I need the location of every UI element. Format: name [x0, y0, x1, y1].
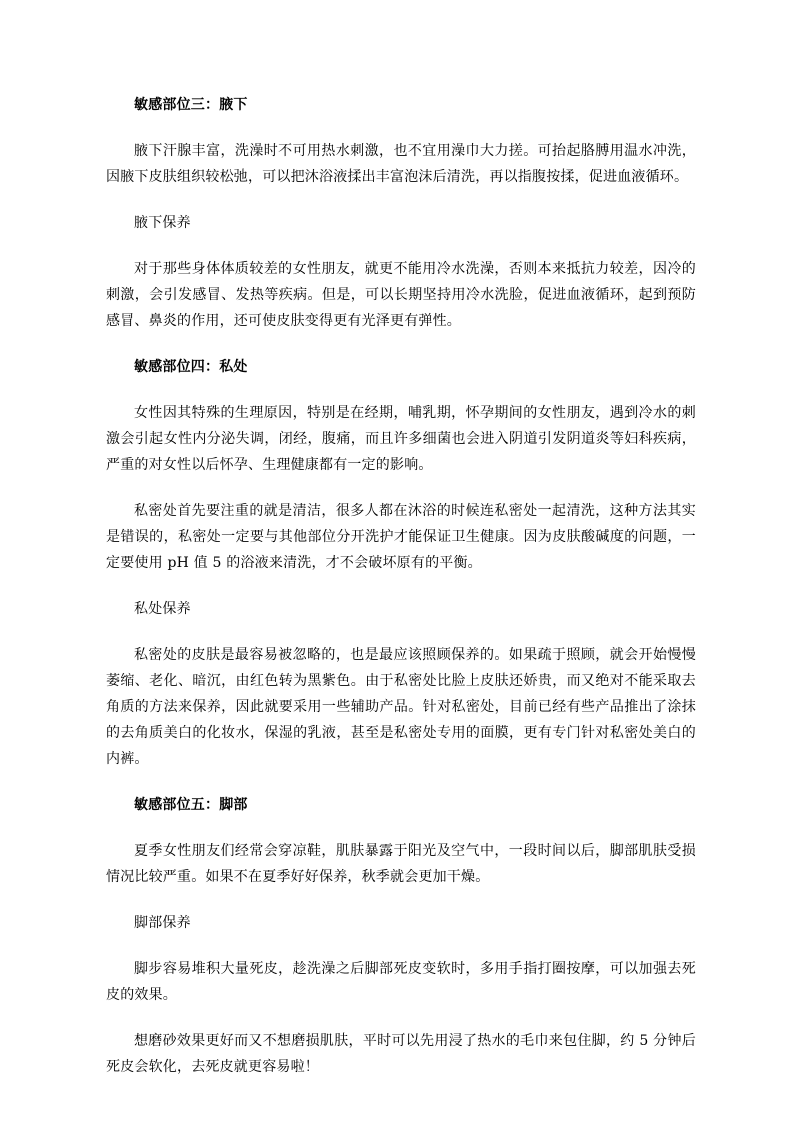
paragraph: 想磨砂效果更好而又不想磨损肌肤，平时可以先用浸了热水的毛巾来包住脚，约 5 分钟后死皮会软化，去死皮就更容易啦！	[106, 1033, 696, 1075]
section-heading-private: 敏感部位四：私处	[134, 359, 248, 375]
subheading-feet-care: 脚部保养	[134, 915, 191, 931]
subheading-private-care: 私处保养	[134, 601, 191, 617]
subheading-armpit-care: 腋下保养	[134, 215, 191, 231]
paragraph: 夏季女性朋友们经常会穿凉鞋，肌肤暴露于阳光及空气中，一段时间以后，脚部肌肤受损情况比较严重。如果不在夏季好好保养，秋季就会更加干燥。	[106, 843, 696, 885]
paragraph: 私密处的皮肤是最容易被忽略的，也是最应该照顾保养的。如果疏于照顾，就会开始慢慢萎缩、老化、暗沉，由红色转为黑紫色。由于私密处比脸上皮肤还娇贵，而又绝对不能采取去角质的方法来保养，因此就要采用一些辅助产品。针对私密处，目前已经有些产品推出了涂抹的去角质美白的化妆水，保湿的乳液，甚至是私密处专用的面膜，更有专门针对私密处美白的内裤。	[106, 647, 696, 767]
paragraph: 女性因其特殊的生理原因，特别是在经期，哺乳期，怀孕期间的女性朋友，遇到冷水的刺激会引起女性内分泌失调，闭经，腹痛，而且许多细菌也会进入阴道引发阴道炎等妇科疾病，严重的对女性以后怀孕、生理健康都有一定的影响。	[106, 405, 696, 473]
paragraph: 对于那些身体体质较差的女性朋友，就更不能用冷水洗澡，否则本来抵抗力较差，因冷的刺激，会引发感冒、发热等疾病。但是，可以长期坚持用冷水洗脸，促进血液循环，起到预防感冒、鼻炎的作用，还可使皮肤变得更有光泽更有弹性。	[106, 261, 696, 329]
section-heading-feet: 敏感部位五：脚部	[134, 797, 248, 813]
paragraph: 脚步容易堆积大量死皮，趁洗澡之后脚部死皮变软时，多用手指打圈按摩，可以加强去死皮的效果。	[106, 961, 696, 1003]
section-heading-armpit: 敏感部位三：腋下	[134, 97, 248, 113]
paragraph: 私密处首先要注重的就是清洁，很多人都在沐浴的时候连私密处一起清洗，这种方法其实是错误的，私密处一定要与其他部位分开洗护才能保证卫生健康。因为皮肤酸碱度的问题，一定要使用 pH 值 5 的浴液来清洗，才不会破坏原有的平衡。	[106, 503, 696, 571]
paragraph: 腋下汗腺丰富，洗澡时不可用热水刺激，也不宜用澡巾大力搓。可抬起胳膊用温水冲洗，因腋下皮肤组织较松弛，可以把沐浴液揉出丰富泡沫后清洗，再以指腹按揉，促进血液循环。	[106, 143, 696, 185]
document-body	[106, 92, 696, 1100]
